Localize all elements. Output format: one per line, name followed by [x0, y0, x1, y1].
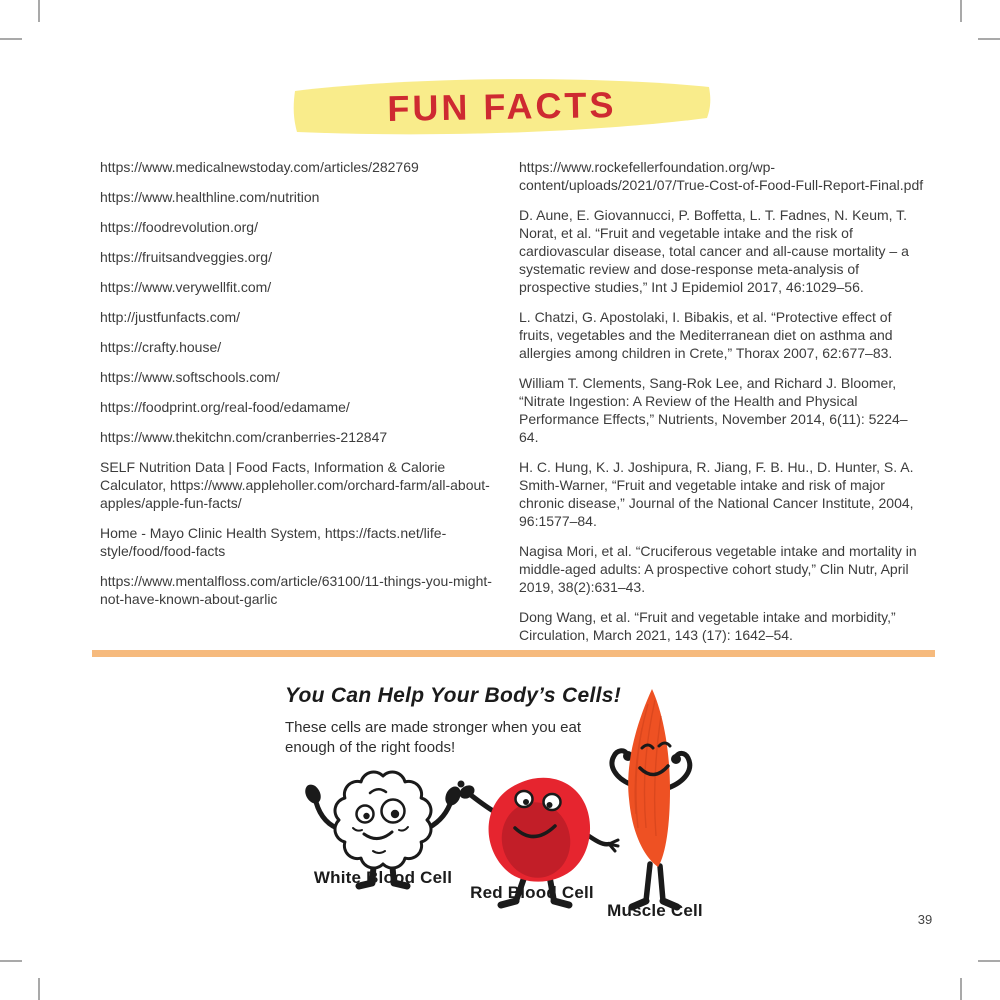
- source-link: https://crafty.house/: [100, 339, 222, 355]
- source-link: https://www.healthline.com/nutrition: [100, 189, 320, 205]
- banner-title: FUN FACTS: [387, 84, 617, 129]
- source-link: https://www.mentalfloss.com/article/63100/11-things-you-might-not-have-known-about-garlic: [100, 573, 492, 607]
- citation: William T. Clements, Sang-Rok Lee, and Richard J. Bloomer, “Nitrate Ingestion: A Review of the Health and Physical Performance Effects,” Nutrients, November 2014, 6(11): 5224–64.: [519, 375, 908, 445]
- crop-mark: [0, 960, 22, 962]
- source-link: http://justfunfacts.com/: [100, 309, 241, 325]
- source-link: https://www.verywellfit.com/: [100, 279, 272, 295]
- source-link: https://foodprint.org/real-food/edamame/: [100, 399, 350, 415]
- cells-heading: You Can Help Your Body’s Cells!: [285, 684, 622, 707]
- source-link: https://www.medicalnewstoday.com/articles/282769: [100, 159, 419, 175]
- crop-mark: [978, 960, 1000, 962]
- source-link: https://www.rockefellerfoundation.org/wp-content/uploads/2021/07/True-Cost-of-Food-Full-Report-Final.pdf: [519, 159, 924, 193]
- ribbon-graphic: [288, 74, 716, 142]
- source-link: Home - Mayo Clinic Health System, https://facts.net/life-style/food/food-facts: [100, 525, 447, 559]
- citation: H. C. Hung, K. J. Joshipura, R. Jiang, F. B. Hu., D. Hunter, S. A. Smith-Warner, “Fruit and vegetable intake and risk of major chronic disease,” Journal of the National Cancer Institute, 2004, 96:1577–84.: [519, 459, 914, 529]
- cell-label-muscle-cell: Muscle Cell: [607, 901, 703, 920]
- crop-mark: [38, 978, 40, 1000]
- fun-facts-banner: [288, 74, 716, 142]
- source-link: https://foodrevolution.org/: [100, 219, 258, 235]
- cells-subtext: These cells are made stronger when you eat enough of the right foods!: [285, 719, 581, 756]
- crop-mark: [960, 0, 962, 22]
- crop-mark: [978, 38, 1000, 40]
- source-link: https://www.softschools.com/: [100, 369, 280, 385]
- crop-mark: [0, 38, 22, 40]
- crop-mark: [38, 0, 40, 22]
- citation: Nagisa Mori, et al. “Cruciferous vegetable intake and mortality in middle-aged adults: A prospective cohort study,” Clin Nutr, April 2019, 38(2):631–43.: [519, 543, 917, 595]
- citation: L. Chatzi, G. Apostolaki, I. Bibakis, et al. “Protective effect of fruits, vegetables and the Mediterranean diet on asthma and allergies among children in Crete,” Thorax 2007, 62:677–83.: [519, 309, 893, 361]
- muscle-cell-icon: [600, 686, 710, 914]
- sources-column-left: [100, 158, 492, 620]
- source-link: SELF Nutrition Data | Food Facts, Information & Calorie Calculator, https://www.appleholler.com/orchard-farm/all-about-apples/apple-fun-facts/: [100, 459, 490, 511]
- cell-label-white-blood-cell: White Blood Cell: [313, 868, 453, 887]
- citation: D. Aune, E. Giovannucci, P. Boffetta, L. T. Fadnes, N. Keum, T. Norat, et al. “Fruit and vegetable intake and the risk of cardiovascular disease, total cancer and all-cause mortality – a systematic review and dose-response meta-analysis of prospective studies,” Int J Epidemiol 2017, 46:1029–56.: [519, 207, 909, 295]
- source-link: https://www.thekitchn.com/cranberries-212847: [100, 429, 388, 445]
- sources-column-right: [519, 158, 927, 656]
- page-number: 39: [917, 912, 933, 927]
- crop-mark: [960, 978, 962, 1000]
- citation: Dong Wang, et al. “Fruit and vegetable intake and morbidity,” Circulation, March 2021, 143 (17): 1642–54.: [519, 609, 896, 643]
- source-link: https://fruitsandveggies.org/: [100, 249, 272, 265]
- muscle-cell-illustration: [600, 686, 710, 914]
- section-divider: [92, 650, 935, 657]
- cell-label-red-blood-cell: Red Blood Cell: [470, 883, 594, 902]
